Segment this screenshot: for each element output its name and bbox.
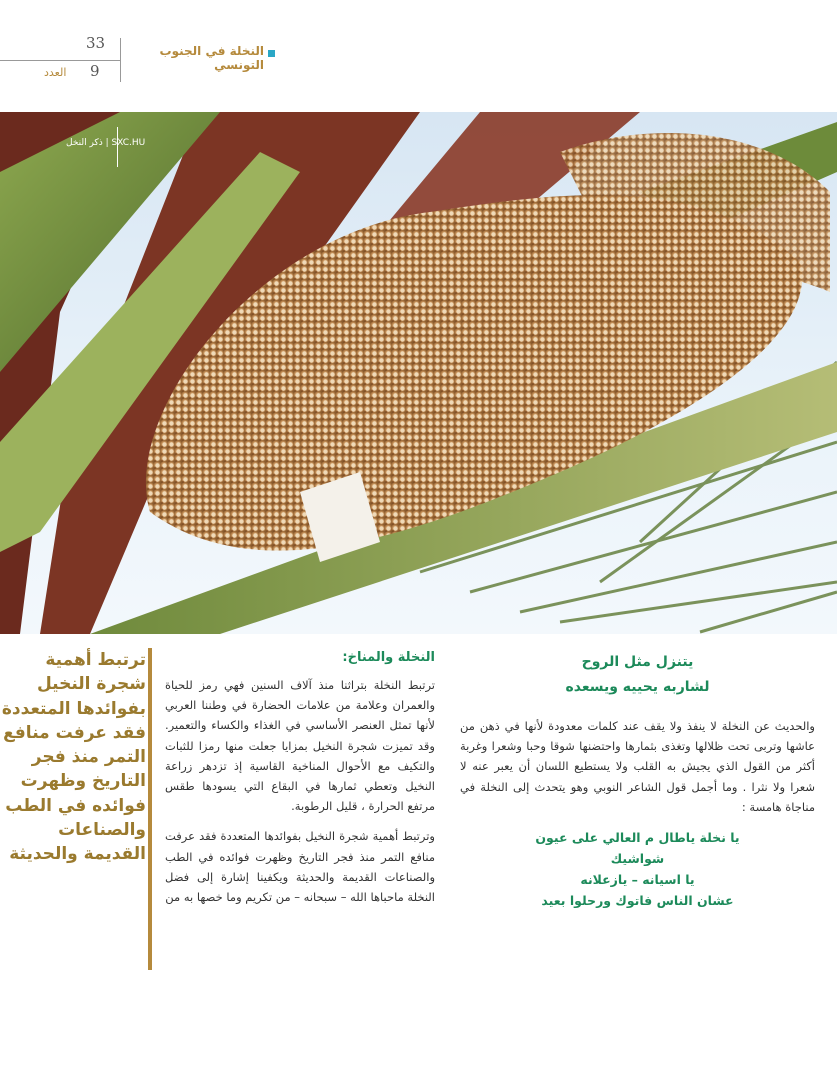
section-title: النخلة في الجنوب التونسي <box>159 44 264 72</box>
poem-line: يا نخلة ياطال م العالي على عيون <box>535 830 740 846</box>
photo-credit: SXC.HU | ذكر النخل <box>66 138 146 148</box>
date-palm-flower-photo <box>0 112 837 634</box>
deck-quote <box>460 650 815 700</box>
middle-column <box>165 650 435 917</box>
pull-quote: ترتبط أهمية شجرة النخيل بفوائدها المتعددة فقد عرفت منافع التمر منذ فجر التاريخ وظهرت فوائده في الطب والصناعات القديمة والحديثة <box>1 650 146 865</box>
body-paragraph: والحديث عن النخلة لا ينفذ ولا يقف عند كلمات معدودة لأنها في ذهن من عاشها وتربى تحت ظلالها وتغذى بثمارها واحتضنها شوقا وحبا وشعرا وغربة أكثر من القول الذي يجيش به القلب ولا يستطيع اللسان أن يعبر عنه لا شعرا ولا نثرا . وما أجمل قول الشاعر النوبي وهو يتحدث إلى النخلة في مناجاة هامسة : <box>460 719 815 814</box>
header-divider <box>120 38 121 82</box>
right-column <box>460 650 815 911</box>
poem-line: يا اسيانه – يازعلانه <box>580 872 695 888</box>
poem-verse <box>460 827 815 911</box>
poem-line: شواشيك <box>610 851 665 867</box>
body-paragraph: ترتبط النخلة بتراثنا منذ آلاف السنين فهي رمز للحياة والعمران وعلامة من علامات الحضارة في وطننا العربي لأنها تمثل العنصر الأساسي في الغذاء والكساء والتعمير. وقد تميزت شجرة النخيل بمزايا جعلت منها رمزا للثبات والتكيف مع الأحوال المناخية القاسية إذ تزدهر زراعة النخيل وتعطي ثمارها في البقاع التي يسودها طقس مرتفع الحرارة ، قليل الرطوبة. <box>165 678 435 814</box>
pull-quote-bar <box>148 648 152 970</box>
deck-line: لشاربه يحييه ويسعده <box>565 679 710 695</box>
poem-line: عشان الناس فاتوك ورحلوا بعيد <box>541 893 734 909</box>
issue-label: العدد <box>44 66 67 79</box>
page-number: 33 <box>86 34 106 52</box>
header-rule <box>0 60 120 61</box>
section-marker-square <box>268 50 275 57</box>
body-paragraph: وترتبط أهمية شجرة النخيل بفوائدها المتعددة فقد عرفت منافع التمر منذ فجر التاريخ وظهرت فوائده في الطب والصناعات القديمة والحديثة ويكفينا إشارة إلى فضل النخلة ماحباها الله – سبحانه – من تكريم وما خصها به من <box>165 829 435 905</box>
subheading-palm-climate: النخلة والمناخ: <box>342 650 435 665</box>
photo-illustration <box>0 112 837 634</box>
deck-line: يتنزل مثل الروح <box>581 654 694 670</box>
issue-number: 9 <box>90 62 100 80</box>
